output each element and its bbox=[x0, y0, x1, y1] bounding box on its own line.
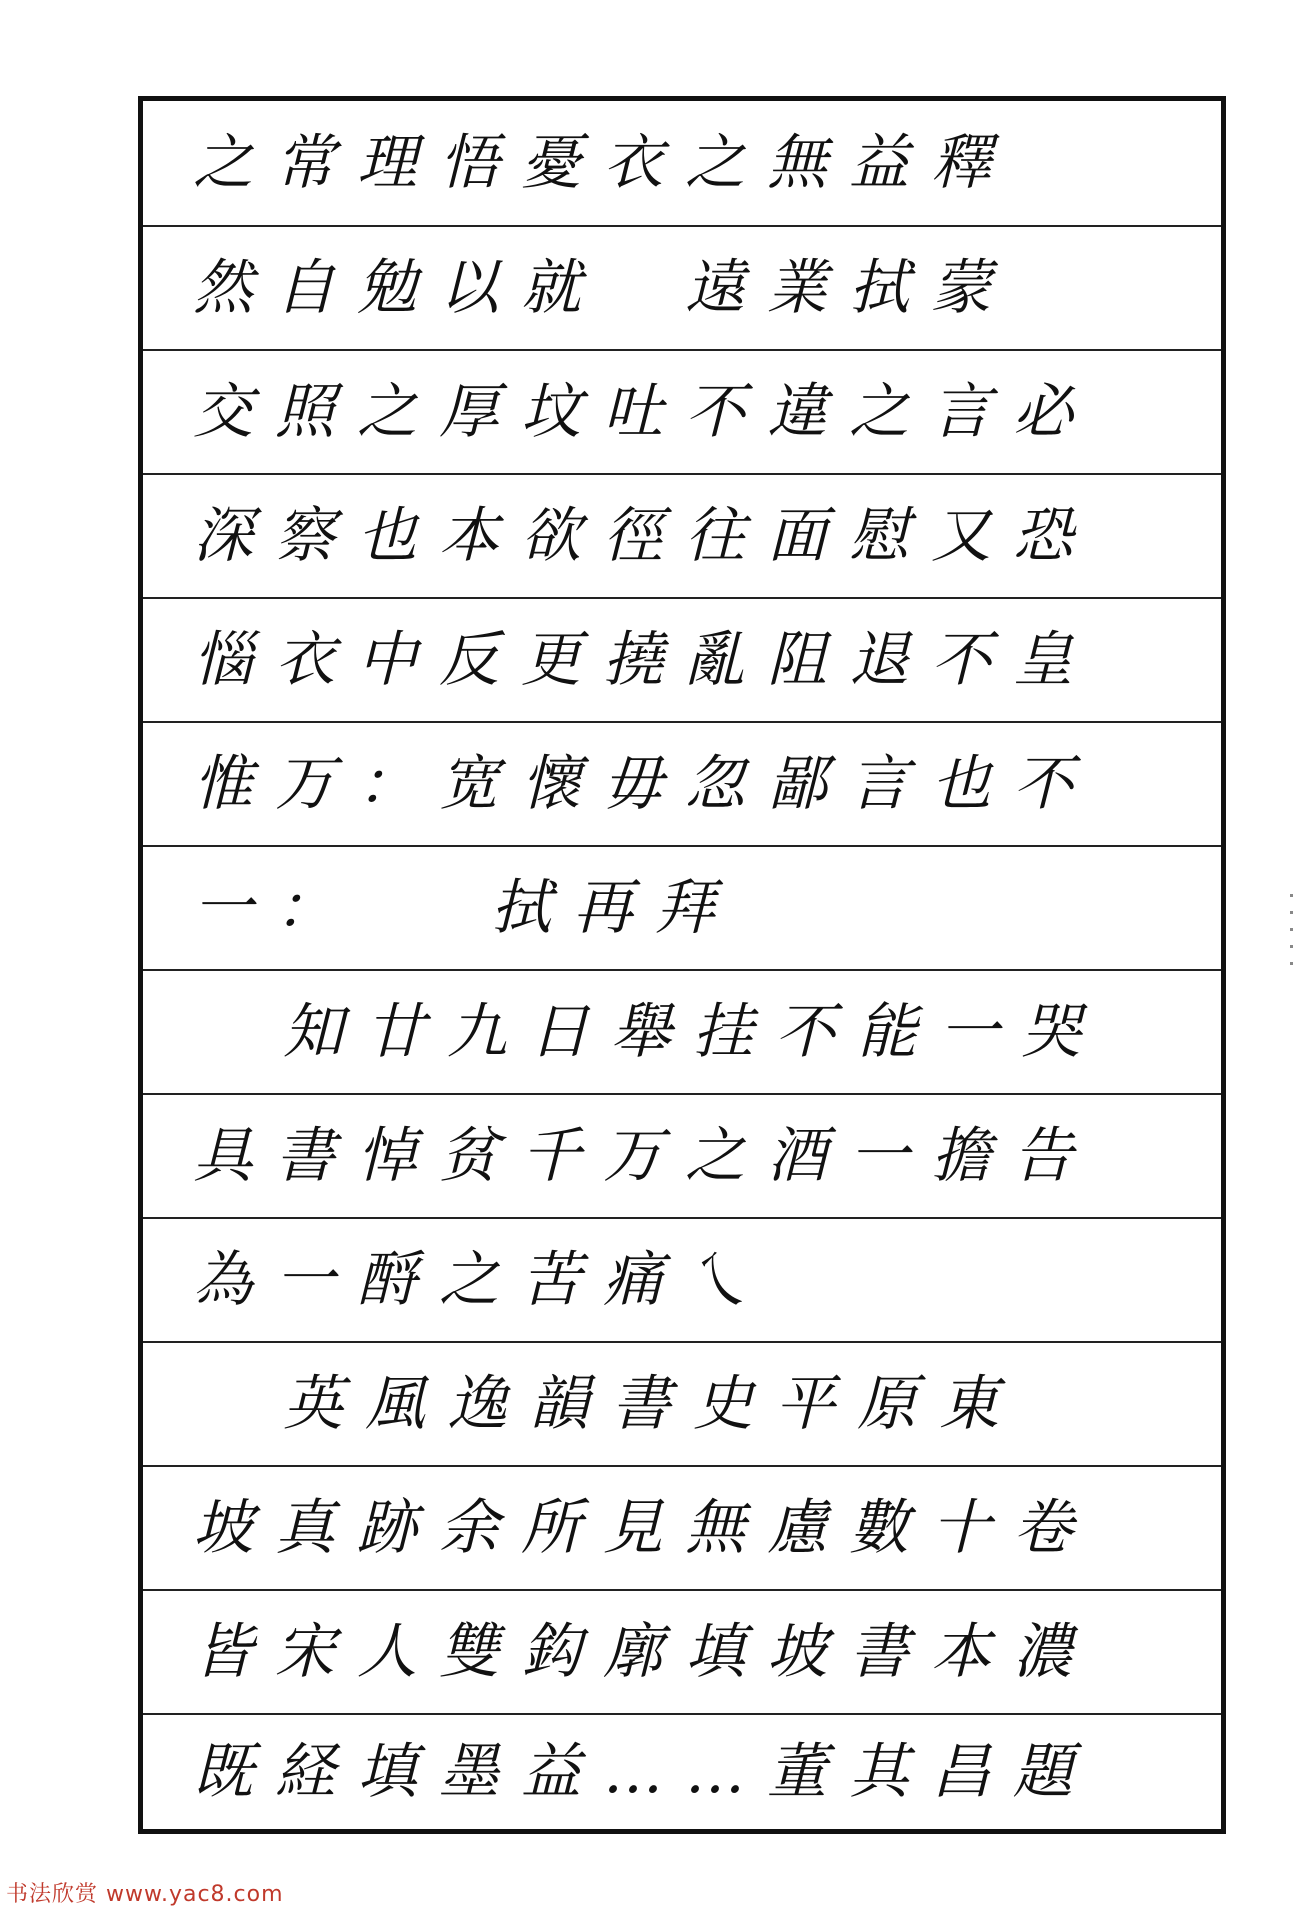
text-row bbox=[143, 1093, 1221, 1217]
calligraphy-line: 一： 拭再拜 bbox=[193, 873, 737, 943]
text-row bbox=[143, 349, 1221, 473]
calligraphy-line: 為一酹之苦痛乀 bbox=[193, 1245, 767, 1315]
text-row bbox=[143, 969, 1221, 1093]
text-row bbox=[143, 597, 1221, 721]
calligraphy-line: 深察也本欲徑往面慰又恐 bbox=[193, 501, 1095, 571]
text-row bbox=[143, 225, 1221, 349]
text-row bbox=[143, 1465, 1221, 1589]
calligraphy-line: 皆宋人雙鈎廓填坡書本濃 bbox=[193, 1617, 1095, 1687]
site-watermark: 书法欣赏 www.yac8.com bbox=[6, 1882, 284, 1907]
calligraphy-page-frame bbox=[138, 96, 1226, 1834]
calligraphy-line: 坡真跡余所見無慮數十卷 bbox=[193, 1493, 1095, 1563]
text-row bbox=[143, 1589, 1221, 1713]
calligraphy-line: 然自勉以就 遠業拭蒙 bbox=[193, 253, 1013, 323]
text-row bbox=[143, 473, 1221, 597]
text-row bbox=[143, 1341, 1221, 1465]
calligraphy-line: 既経填墨益……董其昌題 bbox=[193, 1737, 1095, 1807]
calligraphy-line: 英風逸韻書史平原東 bbox=[283, 1369, 1021, 1439]
calligraphy-line: 惱衣中反更撓亂阻退不皇 bbox=[193, 625, 1095, 695]
text-row bbox=[143, 721, 1221, 845]
text-row bbox=[143, 101, 1221, 225]
calligraphy-line: 知廿九日舉挂不能一哭 bbox=[283, 997, 1103, 1067]
text-row bbox=[143, 845, 1221, 969]
margin-dots bbox=[1290, 880, 1300, 979]
text-row bbox=[143, 1217, 1221, 1341]
calligraphy-line: 之常理悟憂衣之無益釋 bbox=[193, 128, 1013, 198]
calligraphy-line: 具書悼贫千万之酒一擔告 bbox=[193, 1121, 1095, 1191]
text-row bbox=[143, 1713, 1221, 1829]
calligraphy-line: 惟万：宽懷毋忽鄙言也不 bbox=[193, 749, 1095, 819]
calligraphy-line: 交照之厚坟吐不違之言必 bbox=[193, 377, 1095, 447]
